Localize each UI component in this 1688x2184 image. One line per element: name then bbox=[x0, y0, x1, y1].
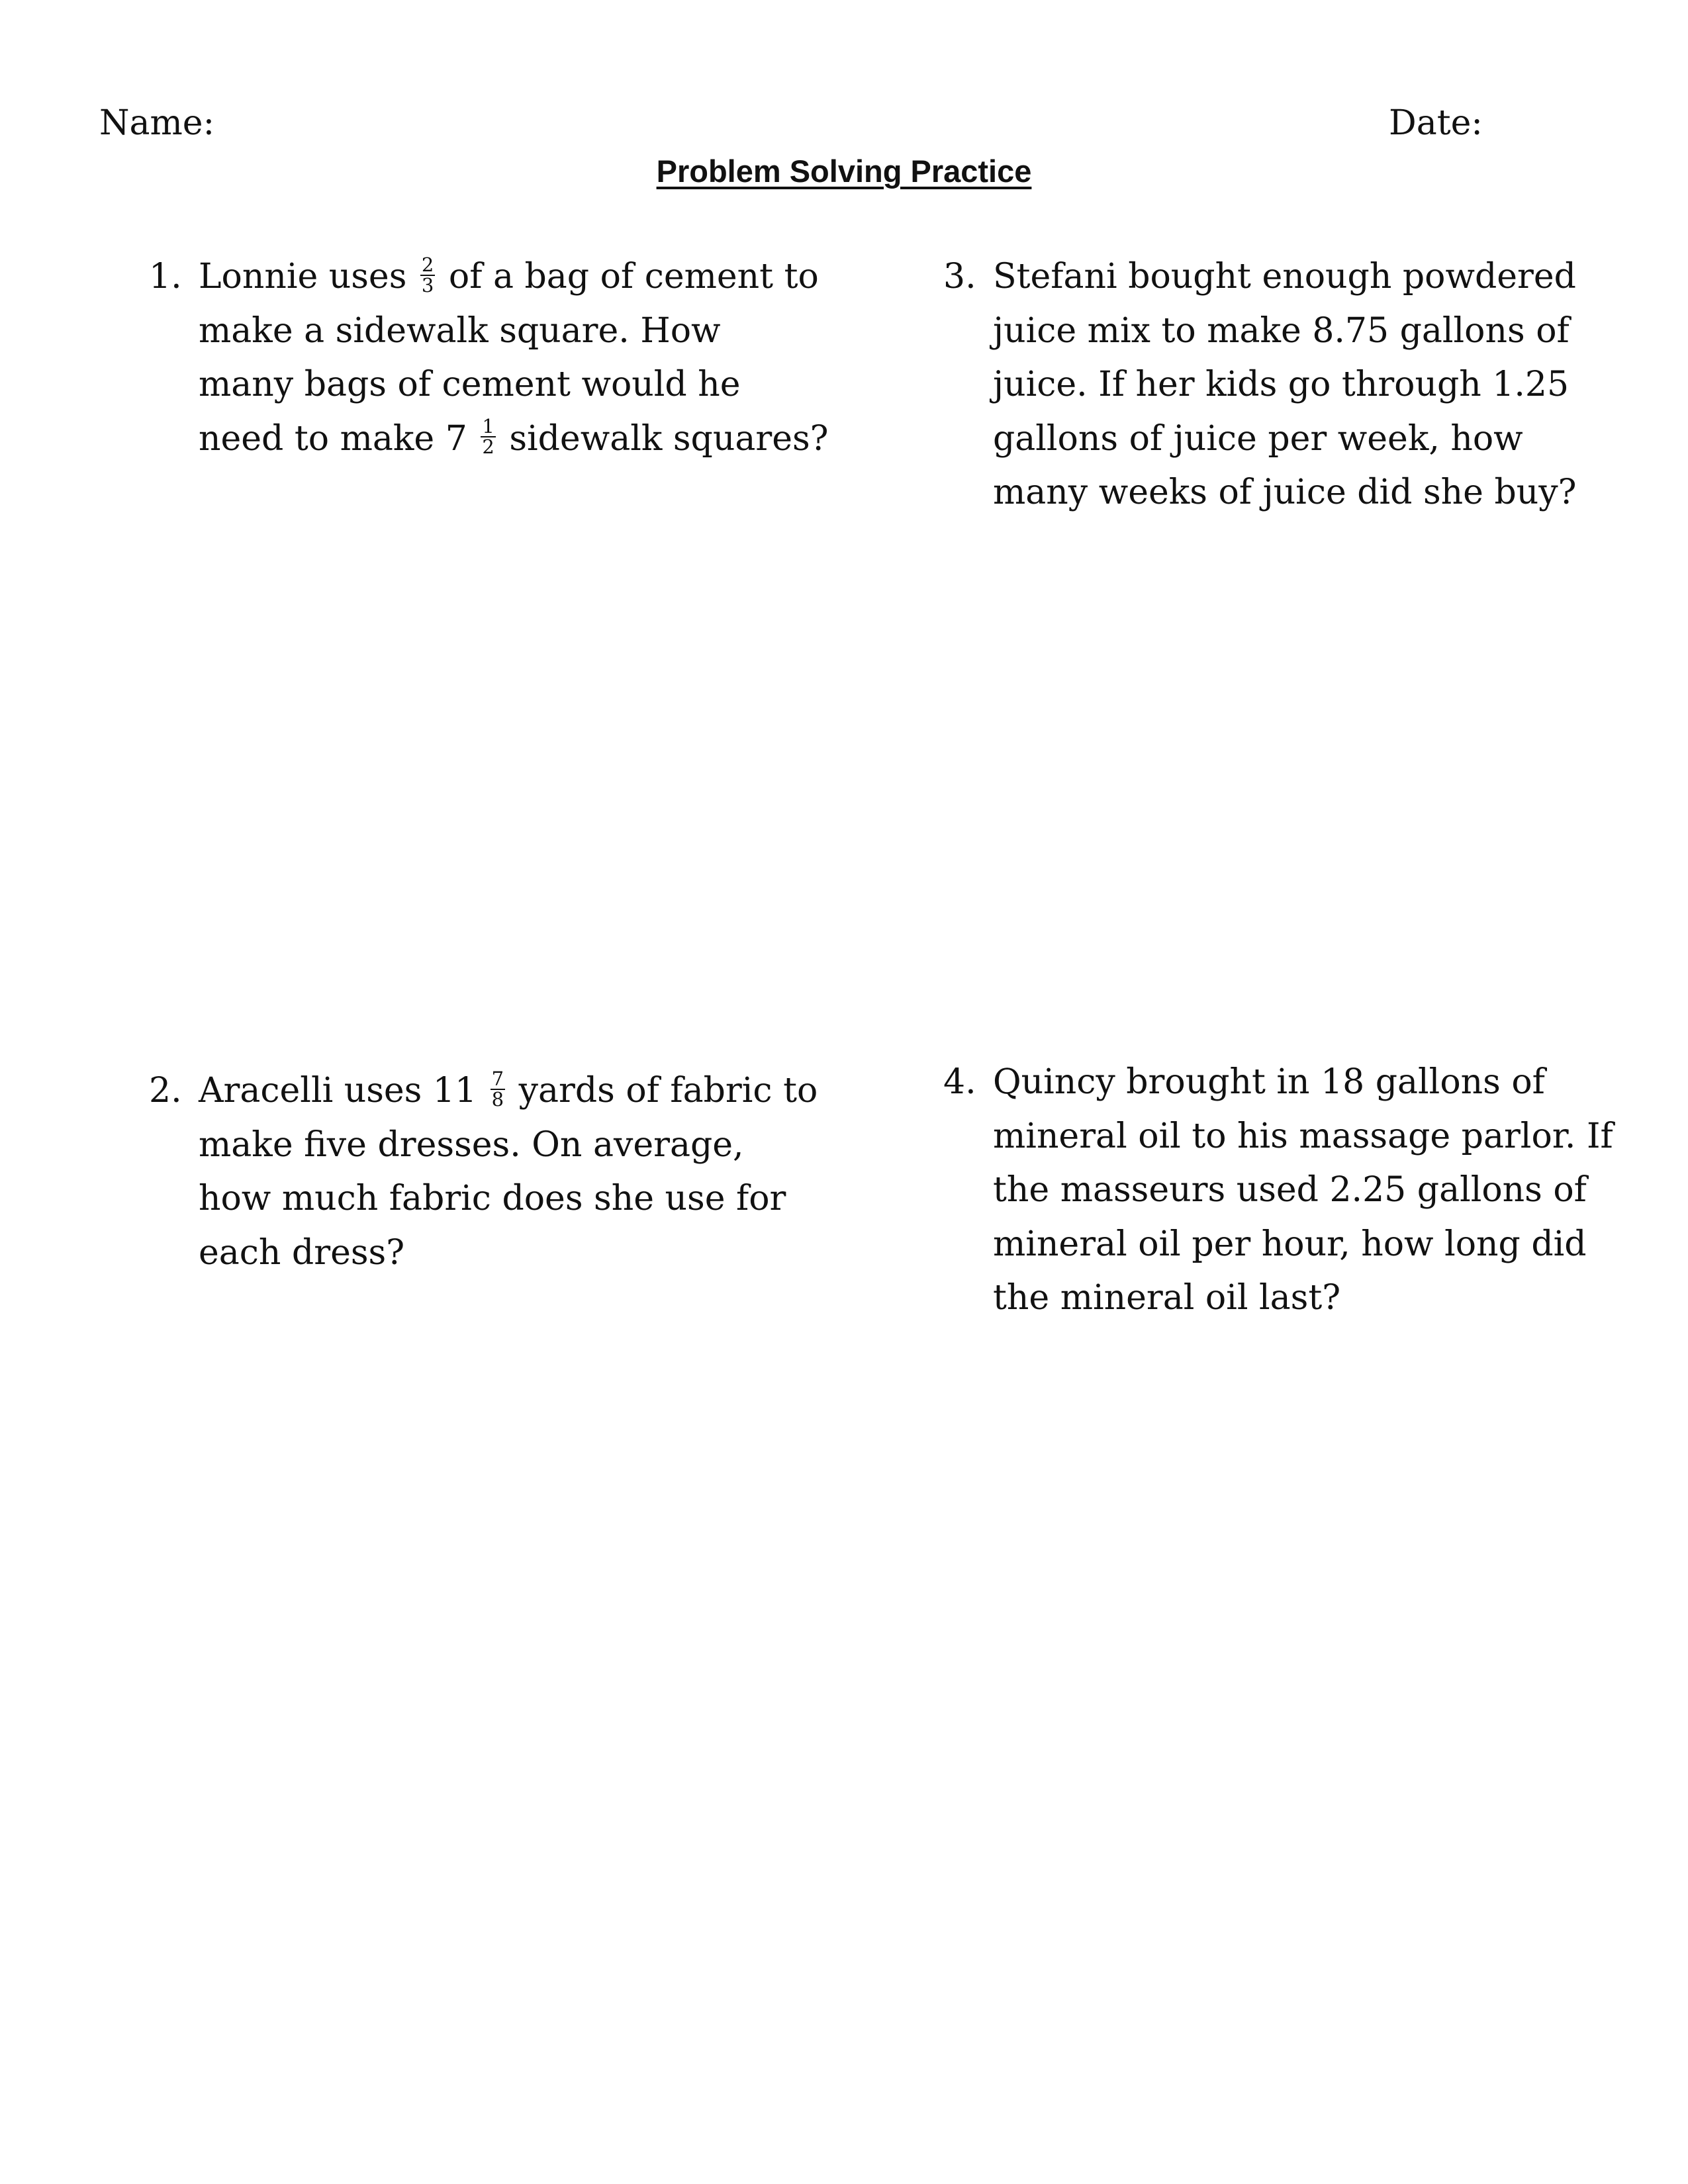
problem-text bbox=[199, 1064, 818, 1280]
problem-line bbox=[199, 412, 829, 467]
problem-line: Quincy brought in 18 gallons of bbox=[993, 1062, 1545, 1102]
problem-line: the mineral oil last? bbox=[993, 1278, 1341, 1318]
problem-line bbox=[199, 250, 829, 304]
problem-line: juice. If her kids go through 1.25 bbox=[993, 365, 1570, 404]
fraction-denominator: 3 bbox=[421, 273, 434, 296]
fraction-numerator: 7 bbox=[491, 1067, 504, 1090]
problem-number: 2. bbox=[149, 1071, 182, 1111]
problem-2 bbox=[149, 1064, 818, 1280]
problem-line: make five dresses. On average, bbox=[199, 1124, 744, 1165]
problem-line: Stefani bought enough powdered bbox=[993, 257, 1576, 296]
fraction-numerator: 2 bbox=[421, 253, 434, 276]
problem-3 bbox=[943, 250, 1577, 520]
line-text: Lonnie uses bbox=[199, 257, 407, 296]
problem-text bbox=[993, 1056, 1613, 1326]
line-text: need to make 7 bbox=[199, 418, 467, 459]
problem-line: make a sidewalk square. How bbox=[199, 310, 721, 351]
line-text: Aracelli uses 11 bbox=[199, 1071, 477, 1111]
fraction bbox=[481, 417, 495, 457]
fraction-numerator: 1 bbox=[482, 415, 494, 437]
problem-line: how much fabric does she use for bbox=[199, 1179, 786, 1218]
problem-line: the masseurs used 2.25 gallons of bbox=[993, 1170, 1587, 1210]
problem-text bbox=[993, 250, 1577, 520]
problem-text bbox=[199, 250, 829, 466]
problem-line: each dress? bbox=[199, 1232, 405, 1273]
line-text: of a bag of cement to bbox=[448, 257, 819, 296]
fraction bbox=[491, 1069, 505, 1109]
problem-line: gallons of juice per week, how bbox=[993, 418, 1523, 459]
line-text: sidewalk squares? bbox=[509, 418, 829, 459]
problem-line bbox=[199, 1064, 818, 1118]
problem-number: 3. bbox=[943, 257, 976, 296]
fraction bbox=[420, 255, 435, 295]
problem-number: 4. bbox=[943, 1062, 976, 1102]
problem-4 bbox=[943, 1056, 1613, 1326]
problem-line: mineral oil per hour, how long did bbox=[993, 1224, 1587, 1264]
fraction-denominator: 8 bbox=[491, 1087, 504, 1111]
problem-line: many bags of cement would he bbox=[199, 365, 741, 404]
page-title: Problem Solving Practice bbox=[656, 154, 1032, 189]
name-label: Name: bbox=[99, 103, 215, 143]
line-text: yards of fabric to bbox=[518, 1071, 818, 1111]
problem-number: 1. bbox=[149, 257, 182, 296]
fraction-denominator: 2 bbox=[482, 435, 494, 458]
problem-line: juice mix to make 8.75 gallons of bbox=[993, 310, 1570, 351]
problem-1 bbox=[149, 250, 829, 466]
problem-line: mineral oil to his massage parlor. If bbox=[993, 1116, 1613, 1156]
date-label: Date: bbox=[1389, 103, 1483, 143]
problem-line: many weeks of juice did she buy? bbox=[993, 473, 1577, 512]
